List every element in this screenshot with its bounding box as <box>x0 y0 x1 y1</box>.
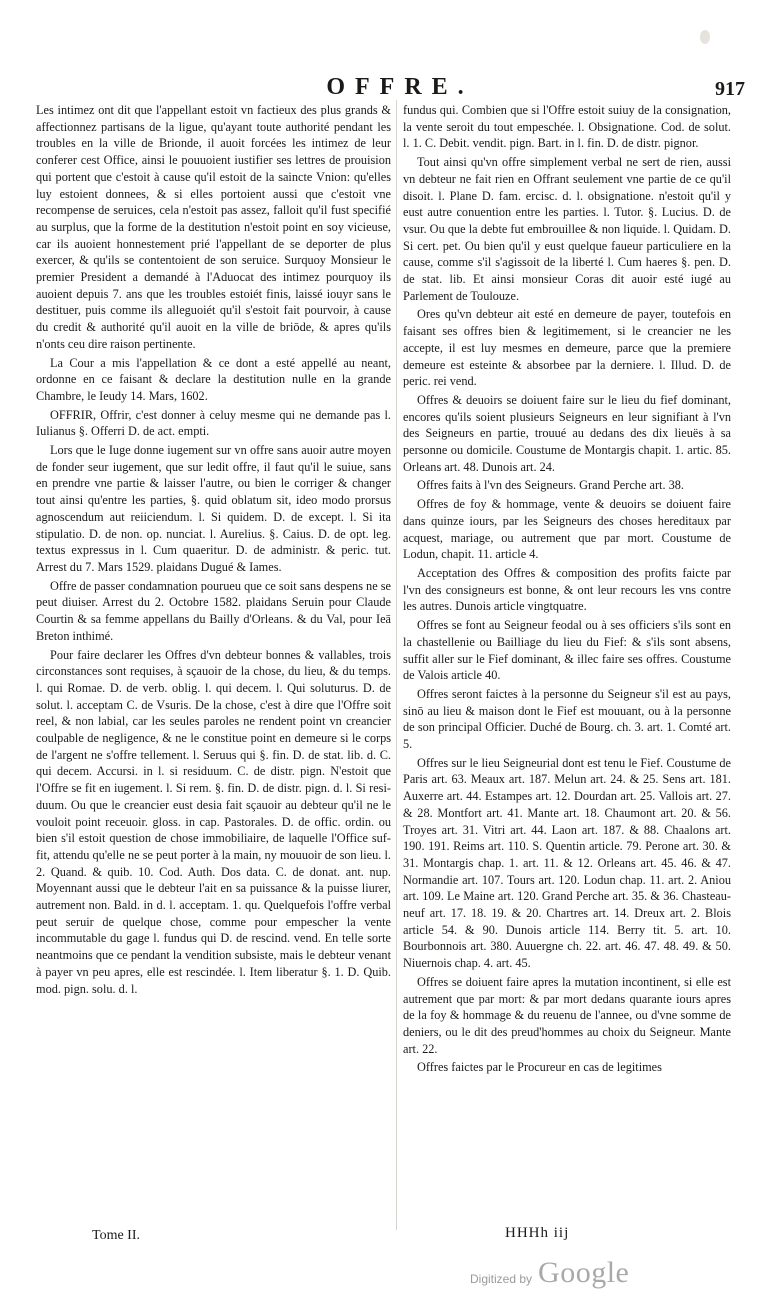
paragraph: Offres sur le lieu Seigneurial dont est tenu le Fief. Coustume de Paris art. 63. Meaux art. 187. Melun art. 24. & 25. Sens art. 181. Auxerre art. 44. Estampes art. 12. Dourdan art. 25. Vallois art. 27. & 28. Montfort art. 41. Mante art. 18. Chaumont art. 20. & 56. Troyes art. 31. Vitri art. 44. Laon art. 187. & 88. Chaalons art. 190. 191. Reims art. 110. S. Quentin article. 79. Perone art. 30. & 31. Montargis chap. 1. art. 11. & 12. Orleans art. 45. 46. & 47. Normandie art. 107. Tours art. 120. Lodun chap. 11. art. 2. Aniou art. 109. Le Maine art. 120. Grand Perche art. 35. & 36. Chasteauneuf art. 17. 18. 19. & 20. Chartres art. 14. Dreux art. 2. Blois article 54. & 90. Dunois article 114. Berry tit. 5. art. 10. Bourbonnois art. 380. Auuergne ch. 22. art. 46. 47. 48. 49. & 50. Niuernois chap. 4. art. 45. <box>403 755 731 971</box>
right-column <box>403 102 731 1078</box>
paragraph: La Cour a mis l'appellation & ce dont a esté appellé au neant, ordonne en ce faisant & declare la destitution nulle en la grande Chambre, le Ieudy 14. Mars, 1602. <box>36 355 391 403</box>
paragraph: fundus qui. Combien que si l'Offre estoit suiuy de la consignation, la vente seroit du tout empeschée. l. Obsignatione. Cod. de solut. l. 1. C. Debit. vendit. pign. Bart. in l. fin. D. de distr. pignor. <box>403 103 731 151</box>
volume-label: Tome II. <box>92 1228 141 1243</box>
paragraph: Offres & deuoirs se doiuent faire sur le lieu du fief dominant, encores qu'ils soient plusieurs Seigneurs en leur signifiant à l'vn des Seigneurs en partie, trouué au dedans des dix lieuës à sa personne ou domicile. Coustume de Montargis chapit. 1. artic. 85. Orleans art. 48. Dunois art. 24. <box>403 392 731 474</box>
paragraph: Ores qu'vn debteur ait esté en demeure de payer, toutefois en faisant ses offres bien & legitimement, si le creancier ne les accepte, il est luy mesmes en demeure, parce que la premiere demeure est esteinte & absorbee par la derniere. l. Illud. D. de peric. rei vend. <box>403 307 731 389</box>
watermark-prefix: Digitized by <box>470 1272 533 1286</box>
paragraph: Offres se font au Seigneur feodal ou à ses officiers s'ils sont en la chastellenie ou Bailliage du lieu du Fief: & s'ils sont absens, suffit aller sur le Fief dominant, & illec faire ses offres. Coustume de Valois article 40. <box>403 618 731 683</box>
paragraph: Les intimez ont dit que l'appellant estoit vn factieux des plus grands & affectionnez partisans de la ligue, qu'ayant toute authorité pendant les troubles en la ville de Brionde, il auoit forcées les intimez de leur conferer cest Office, ainsi le pouuoient iustifier ses lettres de prouision qui portent que c'estoit à cause qu'il estoit de la saincte Vnion: qu'elles luy estoient donnees, & si elles portoient aussi que c'estoit vne recompense de seruices, cela n'estoit pas assez, falloit qu'il fust specifié au surplus, que la forme de la destitution n'estoit point en soy vicieuse, car ils auoient honnestement prié l'appellant de se deporter de plus exercer, & qu'ils se contentoient de son seruice. Surquoy Monsieur le premier President a demandé à l'Aduocat des intimez pourquoy ils auoient depuis 7. ans que les troubles estoiét finis, laissé iouyr sans le destituer, puis comme ils alleguoiét qu'il s'estoit fait pourvoir, à cause du credit & authorité qu'il auoit en la ville de briōde, & apres qu'ils n'onts ceu dire raison pertinente. <box>36 103 391 351</box>
paragraph-entry-offrir: OFFRIR, Offrir, c'est donner à celuy mesme qui ne demande pas l. Iulianus §. Offerri D. de act. empti. <box>36 407 391 439</box>
paragraph: Lors que le Iuge donne iugement sur vn offre sans auoir autre moyen de fonder seur iugement, que sur ledit offre, il faut qu'il le suiue, sans en prendre vne partie & laisser l'autre, ou bien le corriger & changer tout ainsi qu'entre les parties, §. quid oblatum sit, ideo modo prorsus agnoscendum aut reiiciendum. l. Si quidem. D. de except. l. Si ita stipulatio. D. de non. op. nunciat. l. Aurelius. §. Caius. D. de opt. leg. textus expressus in l. Cum quaeritur. D. de administr. & peric. tut. Arrest du 7. Mars 1529. plaidans Dugué & Iames. <box>36 443 391 574</box>
paragraph: Offres se doiuent faire apres la mutation incontinent, si elle est autrement que par mort: & par mort dedans quarante iours apres de la foy & hommage & du reuenu de l'annee, ou d'vne somme de deniers, ou le dit des preud'hommes au choix du Seigneur. Mante art. 22. <box>403 974 731 1056</box>
paragraph: Tout ainsi qu'vn offre simplement verbal ne sert de rien, aussi vn debteur ne fait rien en Offrant seulement vne partie de ce qu'il disoit. l. Plane D. fam. ercisc. d. l. obsignatione. n'estoit qu'il y eust autre conuention entre les parties. l. Tutor. §. Lucius. D. de vsur. Ou que la debte fut embrouillee & non liquide. l. Quidam. D. Si cert. pet. Ou bien qu'il y eust quelque faueur particuliere en la cause, comme s'il s'agissoit de la liberté l. Cum haeres §. pen. D. de stat. lib. Et ainsi monsieur Coras dit auoir esté iugé au Parlement de Toulouze. <box>403 155 731 303</box>
paragraph: Offres faictes par le Procureur en cas de legitimes <box>417 1060 662 1075</box>
running-head: OFFRE. <box>326 74 474 100</box>
digitization-watermark <box>470 1256 629 1290</box>
ink-blot <box>700 30 710 44</box>
signature-mark: HHHh iij <box>505 1225 570 1241</box>
column-divider <box>396 100 397 1230</box>
page-number: 917 <box>715 78 745 100</box>
paragraph: Offres de foy & hommage, vente & deuoirs se doiuent faire dans quinze iours, par les Seigneurs des choses hereditaux par acquest, mariage, ou autrement que par mort. Coustume de Lodun, chapit. 11. article 4. <box>403 497 731 562</box>
paragraph: Offre de passer condamnation pourueu que ce soit sans despens ne se peut diuiser. Arrest du 2. Octobre 1582. plaidans Seruin pour Claude Courtin & sa femme appellans du Bailly d'Orleans. & du Val, pour Ieā Breton inthimé. <box>36 578 391 643</box>
paragraph: Offres seront faictes à la personne du Seigneur s'il est au pays, sinō au lieu & maison dont le Fief est mouuant, ou à la personne de son principal Officier. Duché de Bourg. ch. 3. art. 1. Comté art. 5. <box>403 686 731 752</box>
google-logo: Google <box>538 1256 630 1289</box>
paragraph: Pour faire declarer les Offres d'vn debteur bonnes & vallables, trois circonstances sont requises, à sçauoir de la chose, du lieu, & du temps. l. qui Romae. D. de verb. oblig. l. qui decem. l. Qui soluturus. D. de solut. l. acceptam C. de Vsuris. De la chose, c'est à dire que l'Offre soit reel, & non labial, car les seules paroles ne rendent point vn creancier coulpable de negligence, & ne le constitue point en demeure si le corps de l'argent ne s'offre tellement. l. Seruus qui §. fin. D. de stat. lib. d. C. qui decem. Accursi. in l. si residuum. C. de distr. pign. N'estoit que l'Offre se fit en iugement. l. Si rem. §. fin. D. de distr. pign. d. l. Si residuum. Ou que le creancier eust desia fait sçauoir au debteur qu'il ne le vouloit point receuoir. gloss. in cap. Pastorales. D. de offic. ordin. ou bien s'il estoit question de chose immobiliaire, de laquelle l'Office suffit, attendu qu'elle ne se peut porter à la main, ny mouuoir de son lieu. l. 2. Quand. & quib. 10. Cod. Auth. Dos data. C. de donat. ant. nup. Moyennant aussi que le debteur l'ait en sa puissance & la puisse liurer, autrement non. Bald. in d. l. acceptam. 1. qu. Quelquefois l'offre verbal peut seruir de quelque chose, comme pour empescher la vente incommutable du gage l. fundus qui D. de rescind. vend. En telle sorte neantmoins que ce pendant la vendition subsiste, mais le debteur venant à payer vn peu apres, elle est rescindée. l. Item liberatur §. 1. D. Quib. mod. pign. solu. d. l. <box>36 647 391 996</box>
left-column <box>36 102 391 999</box>
paragraph: Acceptation des Offres & composition des profits faicte par l'vn des consigneurs est bonne, & ont leur recours les vns contre les autres. Dunois article vingtquatre. <box>403 565 731 614</box>
paragraph: Offres faits à l'vn des Seigneurs. Grand Perche art. 38. <box>417 478 684 493</box>
